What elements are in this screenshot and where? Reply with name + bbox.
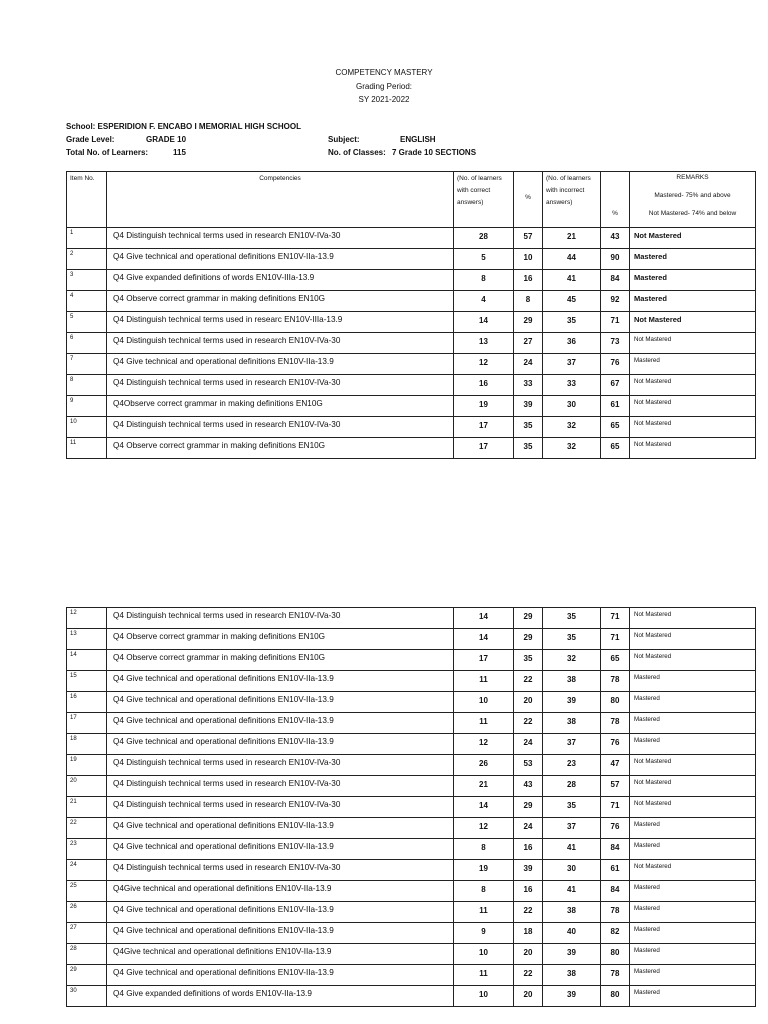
- incorrect-count: 35: [543, 312, 601, 333]
- incorrect-percent: 67: [601, 375, 630, 396]
- competency: Q4 Distinguish technical terms used in research EN10V-IVa-30: [107, 417, 454, 438]
- header-correct: (No. of learners with correct answers): [454, 172, 514, 228]
- remark: Mastered: [630, 881, 756, 902]
- grading-period: Grading Period:: [355, 82, 413, 91]
- correct-percent: 24: [514, 818, 543, 839]
- correct-percent: 27: [514, 333, 543, 354]
- remark: Mastered: [630, 713, 756, 734]
- item-number: 14: [67, 650, 107, 671]
- table-row: [67, 860, 756, 881]
- incorrect-percent: 84: [601, 881, 630, 902]
- remark: Not Mastered: [630, 755, 756, 776]
- remark: Not Mastered: [630, 396, 756, 417]
- item-number: 12: [67, 608, 107, 629]
- remark: Not Mastered: [630, 650, 756, 671]
- competency: Q4 Give technical and operational definitions EN10V-IIa-13.9: [107, 734, 454, 755]
- correct-percent: 39: [514, 860, 543, 881]
- incorrect-count: 32: [543, 438, 601, 459]
- incorrect-count: 36: [543, 333, 601, 354]
- incorrect-percent: 73: [601, 333, 630, 354]
- correct-count: 19: [454, 396, 514, 417]
- correct-count: 12: [454, 354, 514, 375]
- incorrect-percent: 78: [601, 902, 630, 923]
- remark: Mastered: [630, 249, 756, 270]
- table-1-body: [67, 228, 756, 459]
- remarks-title: REMARKS: [676, 174, 709, 181]
- remark: Not Mastered: [630, 608, 756, 629]
- item-number: 30: [67, 986, 107, 1007]
- table-row: [67, 734, 756, 755]
- incorrect-count: 32: [543, 650, 601, 671]
- item-number: 25: [67, 881, 107, 902]
- incorrect-count: 41: [543, 881, 601, 902]
- grade-level-value: GRADE 10: [146, 135, 187, 144]
- competency: Q4 Distinguish technical terms used in researc EN10V-IIIa-13.9: [107, 312, 454, 333]
- item-number: 20: [67, 776, 107, 797]
- competency: Q4 Distinguish technical terms used in research EN10V-IVa-30: [107, 860, 454, 881]
- correct-count: 9: [454, 923, 514, 944]
- incorrect-percent: 76: [601, 818, 630, 839]
- correct-percent: 16: [514, 839, 543, 860]
- competency: Q4 Observe correct grammar in making definitions EN10G: [107, 650, 454, 671]
- item-number: 1: [67, 228, 107, 249]
- header-item-no: Item No.: [67, 172, 107, 228]
- table-row: [67, 692, 756, 713]
- correct-count: 14: [454, 629, 514, 650]
- table-row: [67, 333, 756, 354]
- grade-level-label: Grade Level:: [66, 135, 115, 144]
- table-row: [67, 944, 756, 965]
- correct-percent: 18: [514, 923, 543, 944]
- incorrect-count: 35: [543, 797, 601, 818]
- item-number: 18: [67, 734, 107, 755]
- incorrect-count: 39: [543, 692, 601, 713]
- incorrect-percent: 78: [601, 671, 630, 692]
- competency: Q4 Distinguish technical terms used in research EN10V-IVa-30: [107, 333, 454, 354]
- correct-count: 17: [454, 417, 514, 438]
- correct-percent: 24: [514, 734, 543, 755]
- document-title: COMPETENCY MASTERY: [335, 68, 433, 77]
- incorrect-count: 21: [543, 228, 601, 249]
- correct-percent: 16: [514, 881, 543, 902]
- table-row: [67, 839, 756, 860]
- table-row: [67, 650, 756, 671]
- total-learners-value: 115: [173, 148, 186, 157]
- total-learners-label: Total No. of Learners:: [66, 148, 149, 157]
- correct-percent: 29: [514, 312, 543, 333]
- incorrect-count: 32: [543, 417, 601, 438]
- table-row: [67, 713, 756, 734]
- incorrect-count: 40: [543, 923, 601, 944]
- table-row: [67, 249, 756, 270]
- correct-percent: 22: [514, 902, 543, 923]
- competency: Q4 Give technical and operational definitions EN10V-IIa-13.9: [107, 354, 454, 375]
- table-row: [67, 755, 756, 776]
- table-row: [67, 291, 756, 312]
- correct-count: 28: [454, 228, 514, 249]
- competency: Q4 Observe correct grammar in making definitions EN10G: [107, 291, 454, 312]
- item-number: 13: [67, 629, 107, 650]
- competency: Q4 Give expanded definitions of words EN10V-IIa-13.9: [107, 986, 454, 1007]
- correct-percent: 29: [514, 797, 543, 818]
- header-incorrect: (No. of learners with incorrect answers): [543, 172, 601, 228]
- correct-percent: 33: [514, 375, 543, 396]
- competency: Q4 Distinguish technical terms used in research EN10V-IVa-30: [107, 755, 454, 776]
- incorrect-percent: 84: [601, 839, 630, 860]
- remark: Not Mastered: [630, 776, 756, 797]
- correct-percent: 53: [514, 755, 543, 776]
- correct-count: 14: [454, 312, 514, 333]
- item-number: 22: [67, 818, 107, 839]
- item-number: 15: [67, 671, 107, 692]
- table-row: [67, 608, 756, 629]
- incorrect-count: 37: [543, 818, 601, 839]
- remark: Mastered: [630, 965, 756, 986]
- remark: Mastered: [630, 944, 756, 965]
- table-row: [67, 354, 756, 375]
- competency: Q4 Give technical and operational definitions EN10V-IIa-13.9: [107, 902, 454, 923]
- competency: Q4 Give technical and operational definitions EN10V-IIa-13.9: [107, 692, 454, 713]
- correct-percent: 35: [514, 650, 543, 671]
- incorrect-percent: 57: [601, 776, 630, 797]
- table-row: [67, 923, 756, 944]
- competency: Q4 Observe correct grammar in making definitions EN10G: [107, 438, 454, 459]
- correct-count: 16: [454, 375, 514, 396]
- table-row: [67, 228, 756, 249]
- incorrect-percent: 47: [601, 755, 630, 776]
- correct-percent: 16: [514, 270, 543, 291]
- competency: Q4 Distinguish technical terms used in research EN10V-IVa-30: [107, 375, 454, 396]
- correct-count: 12: [454, 818, 514, 839]
- table-row: [67, 902, 756, 923]
- incorrect-count: 41: [543, 270, 601, 291]
- correct-count: 17: [454, 438, 514, 459]
- correct-count: 11: [454, 965, 514, 986]
- competency: Q4 Give expanded definitions of words EN10V-IIIa-13.9: [107, 270, 454, 291]
- incorrect-percent: 90: [601, 249, 630, 270]
- correct-count: 17: [454, 650, 514, 671]
- remark: Not Mastered: [630, 312, 756, 333]
- competency: Q4 Distinguish technical terms used in research EN10V-IVa-30: [107, 797, 454, 818]
- competency: Q4Give technical and operational definitions EN10V-IIa-13.9: [107, 944, 454, 965]
- competency: Q4 Distinguish technical terms used in research EN10V-IVa-30: [107, 776, 454, 797]
- incorrect-percent: 76: [601, 734, 630, 755]
- correct-percent: 29: [514, 629, 543, 650]
- table-row: [67, 312, 756, 333]
- table-row: [67, 270, 756, 291]
- incorrect-percent: 65: [601, 417, 630, 438]
- correct-count: 10: [454, 986, 514, 1007]
- remark: Mastered: [630, 671, 756, 692]
- competency: Q4 Distinguish technical terms used in research EN10V-IVa-30: [107, 228, 454, 249]
- item-number: 9: [67, 396, 107, 417]
- incorrect-percent: 80: [601, 692, 630, 713]
- incorrect-count: 23: [543, 755, 601, 776]
- incorrect-percent: 71: [601, 608, 630, 629]
- competency: Q4 Give technical and operational definitions EN10V-IIa-13.9: [107, 671, 454, 692]
- correct-count: 13: [454, 333, 514, 354]
- incorrect-percent: 92: [601, 291, 630, 312]
- correct-count: 21: [454, 776, 514, 797]
- table-row: [67, 417, 756, 438]
- school-year: SY 2021-2022: [358, 95, 410, 104]
- table-row: [67, 438, 756, 459]
- table-row: [67, 629, 756, 650]
- competency: Q4Observe correct grammar in making definitions EN10G: [107, 396, 454, 417]
- not-mastered-rule: Not Mastered- 74% and below: [648, 210, 737, 217]
- correct-percent: 57: [514, 228, 543, 249]
- incorrect-percent: 43: [601, 228, 630, 249]
- table-row: [67, 965, 756, 986]
- incorrect-count: 38: [543, 902, 601, 923]
- incorrect-percent: 80: [601, 986, 630, 1007]
- competency: Q4 Observe correct grammar in making definitions EN10G: [107, 629, 454, 650]
- item-number: 23: [67, 839, 107, 860]
- mastery-table-1: [66, 171, 756, 459]
- competency: Q4Give technical and operational definitions EN10V-IIa-13.9: [107, 881, 454, 902]
- remark: Mastered: [630, 692, 756, 713]
- item-number: 26: [67, 902, 107, 923]
- incorrect-count: 38: [543, 965, 601, 986]
- item-number: 3: [67, 270, 107, 291]
- table-2-body: [67, 608, 756, 1007]
- correct-percent: 10: [514, 249, 543, 270]
- incorrect-percent: 78: [601, 965, 630, 986]
- correct-percent: 39: [514, 396, 543, 417]
- remark: Not Mastered: [630, 629, 756, 650]
- correct-percent: 29: [514, 608, 543, 629]
- subject-value: ENGLISH: [400, 135, 436, 144]
- incorrect-count: 37: [543, 734, 601, 755]
- incorrect-percent: 78: [601, 713, 630, 734]
- correct-count: 19: [454, 860, 514, 881]
- table-row: [67, 396, 756, 417]
- correct-count: 4: [454, 291, 514, 312]
- correct-percent: 24: [514, 354, 543, 375]
- subject-label: Subject:: [328, 135, 360, 144]
- correct-count: 8: [454, 270, 514, 291]
- competency: Q4 Distinguish technical terms used in research EN10V-IVa-30: [107, 608, 454, 629]
- remark: Mastered: [630, 734, 756, 755]
- correct-count: 5: [454, 249, 514, 270]
- incorrect-count: 41: [543, 839, 601, 860]
- competency: Q4 Give technical and operational definitions EN10V-IIa-13.9: [107, 713, 454, 734]
- header-pct-correct: %: [514, 172, 543, 228]
- competency: Q4 Give technical and operational definitions EN10V-IIa-13.9: [107, 923, 454, 944]
- incorrect-percent: 61: [601, 396, 630, 417]
- item-number: 8: [67, 375, 107, 396]
- item-number: 27: [67, 923, 107, 944]
- item-number: 19: [67, 755, 107, 776]
- incorrect-percent: 65: [601, 650, 630, 671]
- table-row: [67, 375, 756, 396]
- mastered-rule: Mastered- 75% and above: [654, 192, 731, 199]
- incorrect-count: 39: [543, 986, 601, 1007]
- incorrect-count: 30: [543, 396, 601, 417]
- remark: Mastered: [630, 986, 756, 1007]
- remark: Mastered: [630, 354, 756, 375]
- remark: Not Mastered: [630, 333, 756, 354]
- header-remarks: [630, 172, 756, 228]
- correct-count: 8: [454, 881, 514, 902]
- competency: Q4 Give technical and operational definitions EN10V-IIa-13.9: [107, 818, 454, 839]
- item-number: 11: [67, 438, 107, 459]
- remark: Mastered: [630, 270, 756, 291]
- incorrect-count: 39: [543, 944, 601, 965]
- incorrect-percent: 76: [601, 354, 630, 375]
- incorrect-count: 45: [543, 291, 601, 312]
- remark: Mastered: [630, 818, 756, 839]
- remark: Mastered: [630, 902, 756, 923]
- table-row: [67, 881, 756, 902]
- incorrect-count: 30: [543, 860, 601, 881]
- incorrect-count: 38: [543, 713, 601, 734]
- item-number: 21: [67, 797, 107, 818]
- mastery-table-2: [66, 607, 756, 1007]
- incorrect-count: 33: [543, 375, 601, 396]
- item-number: 4: [67, 291, 107, 312]
- incorrect-percent: 71: [601, 797, 630, 818]
- table-row: [67, 818, 756, 839]
- table-row: [67, 797, 756, 818]
- correct-percent: 35: [514, 438, 543, 459]
- remark: Not Mastered: [630, 797, 756, 818]
- school-name: School: ESPERIDION F. ENCABO I MEMORIAL HIGH SCHOOL: [66, 122, 301, 131]
- correct-percent: 22: [514, 965, 543, 986]
- header-pct-incorrect: %: [601, 172, 630, 228]
- correct-percent: 35: [514, 417, 543, 438]
- incorrect-count: 44: [543, 249, 601, 270]
- competency: Q4 Give technical and operational definitions EN10V-IIa-13.9: [107, 965, 454, 986]
- correct-percent: 22: [514, 671, 543, 692]
- correct-count: 10: [454, 944, 514, 965]
- competency: Q4 Give technical and operational definitions EN10V-IIa-13.9: [107, 839, 454, 860]
- item-number: 17: [67, 713, 107, 734]
- remark: Mastered: [630, 839, 756, 860]
- incorrect-count: 37: [543, 354, 601, 375]
- correct-count: 11: [454, 671, 514, 692]
- item-number: 28: [67, 944, 107, 965]
- remark: Not Mastered: [630, 228, 756, 249]
- correct-percent: 20: [514, 944, 543, 965]
- incorrect-percent: 65: [601, 438, 630, 459]
- remark: Mastered: [630, 923, 756, 944]
- correct-percent: 8: [514, 291, 543, 312]
- item-number: 7: [67, 354, 107, 375]
- remark: Not Mastered: [630, 375, 756, 396]
- item-number: 16: [67, 692, 107, 713]
- correct-count: 11: [454, 713, 514, 734]
- incorrect-count: 38: [543, 671, 601, 692]
- incorrect-count: 28: [543, 776, 601, 797]
- table-row: [67, 776, 756, 797]
- incorrect-percent: 71: [601, 312, 630, 333]
- classes-label: No. of Classes:: [328, 148, 386, 157]
- item-number: 5: [67, 312, 107, 333]
- item-number: 6: [67, 333, 107, 354]
- correct-count: 11: [454, 902, 514, 923]
- correct-count: 8: [454, 839, 514, 860]
- correct-count: 12: [454, 734, 514, 755]
- incorrect-percent: 84: [601, 270, 630, 291]
- item-number: 10: [67, 417, 107, 438]
- correct-percent: 43: [514, 776, 543, 797]
- table-row: [67, 986, 756, 1007]
- remark: Not Mastered: [630, 438, 756, 459]
- item-number: 2: [67, 249, 107, 270]
- incorrect-percent: 80: [601, 944, 630, 965]
- header-competencies: Competencies: [107, 172, 454, 228]
- item-number: 24: [67, 860, 107, 881]
- competency: Q4 Give technical and operational definitions EN10V-IIa-13.9: [107, 249, 454, 270]
- table-row: [67, 671, 756, 692]
- incorrect-percent: 61: [601, 860, 630, 881]
- correct-percent: 20: [514, 692, 543, 713]
- item-number: 29: [67, 965, 107, 986]
- correct-percent: 20: [514, 986, 543, 1007]
- correct-count: 14: [454, 797, 514, 818]
- incorrect-percent: 82: [601, 923, 630, 944]
- correct-count: 10: [454, 692, 514, 713]
- remark: Mastered: [630, 291, 756, 312]
- correct-count: 26: [454, 755, 514, 776]
- correct-count: 14: [454, 608, 514, 629]
- incorrect-count: 35: [543, 629, 601, 650]
- remark: Not Mastered: [630, 860, 756, 881]
- classes-value: 7 Grade 10 SECTIONS: [392, 148, 477, 157]
- correct-percent: 22: [514, 713, 543, 734]
- incorrect-percent: 71: [601, 629, 630, 650]
- remark: Not Mastered: [630, 417, 756, 438]
- incorrect-count: 35: [543, 608, 601, 629]
